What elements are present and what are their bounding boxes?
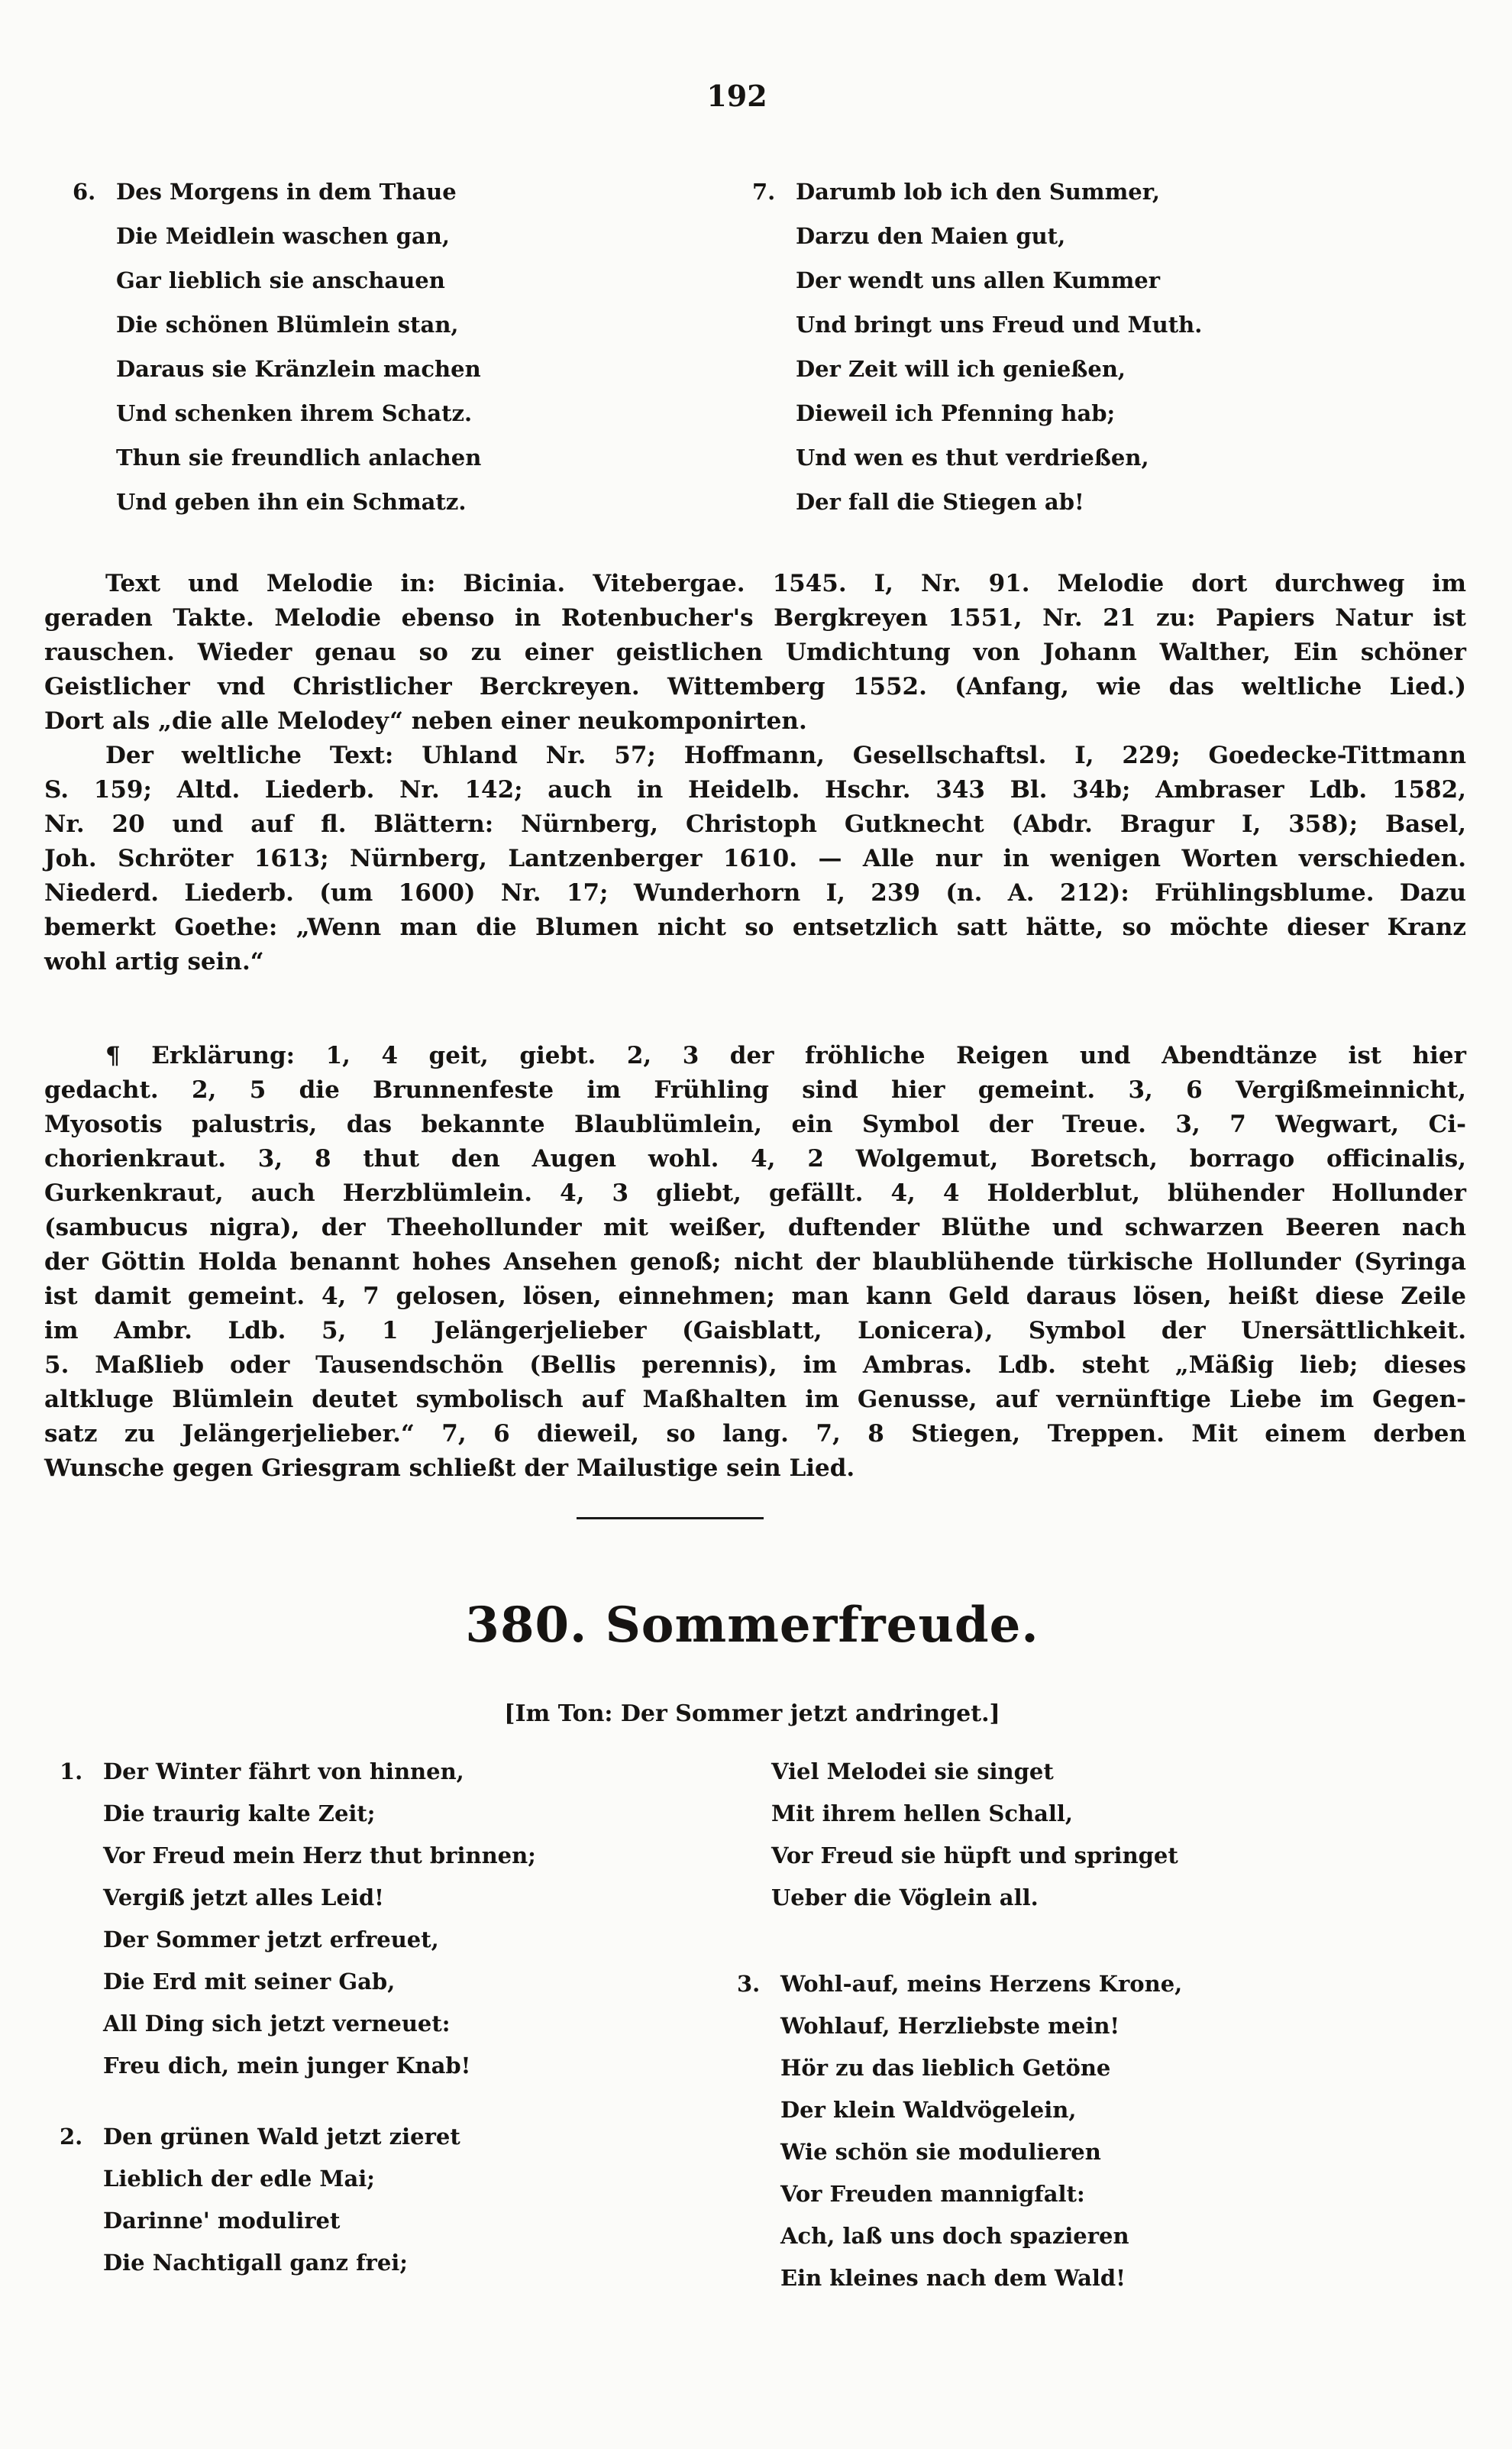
melody-source-note [44,567,1466,739]
text-line: Der Winter fährt von hinnen, [103,1758,464,1784]
text-line: Der klein Waldvögelein, [780,2097,1077,2123]
text-line: Und geben ihn ein Schmatz. [116,489,467,515]
text-line: Daraus sie Kränzlein machen [116,356,481,382]
text-line: rauschen. Wieder genau so zu einer geistlichen Umdichtung von Johann Walther, Ein schöner [44,639,1466,666]
text-line: Dieweil ich Pfenning hab; [796,400,1116,426]
text-line: Gar lieblich sie anschauen [116,267,445,293]
text-line: ist damit gemeint. 4, 7 gelosen, lösen, einnehmen; man kann Geld daraus lösen, heißt diese Zeile [44,1283,1466,1310]
text-line: Der fall die Stiegen ab! [796,489,1084,515]
verse-number: 6. [73,179,96,205]
text-line: Mit ihrem hellen Schall, [771,1800,1074,1826]
verse-number: 2. [60,2124,83,2150]
verse-number: 1. [60,1758,83,1784]
text-line: Geistlicher vnd Christlicher Berckreyen. Wittemberg 1552. (Anfang, wie das weltliche Lied.) [44,673,1466,700]
song-tune-note: [Im Ton: Der Sommer jetzt andringet.] [504,1700,1000,1727]
text-line: Den grünen Wald jetzt zieret [103,2124,460,2150]
stanza-verse-7 [752,170,1202,524]
stanza-1 [60,1751,536,2087]
text-line: altkluge Blümlein deutet symbolisch auf Maßhalten im Genusse, auf vernünftige Liebe im Gegen- [44,1386,1466,1413]
text-line: Vor Freud mein Herz thut brinnen; [103,1842,536,1868]
text-line: Niederd. Liederb. (um 1600) Nr. 17; Wunderhorn I, 239 (n. A. 212): Frühlingsblume. Dazu [44,879,1466,907]
verse-lines [771,1751,1178,1919]
text-line: Vor Freuden mannigfalt: [780,2181,1085,2207]
text-line: bemerkt Goethe: „Wenn man die Blumen nicht so entsetzlich satt hätte, so möchte dieser Kranz [44,914,1466,941]
verse-lines [103,2116,460,2284]
section-divider [577,1517,764,1519]
song-title: 380. Sommerfreude. [465,1597,1039,1654]
text-line: Wohlauf, Herzliebste mein! [780,2013,1120,2039]
text-line: Der wendt uns allen Kummer [796,267,1161,293]
text-line: Wohl-auf, meins Herzens Krone, [780,1971,1183,1997]
text-line: Darinne' moduliret [103,2208,341,2234]
text-line: Myosotis palustris, das bekannte Blaublümlein, ein Symbol der Treue. 3, 7 Wegwart, Ci- [44,1111,1466,1138]
text-line: gedacht. 2, 5 die Brunnenfeste im Frühling sind hier gemeint. 3, 6 Vergißmeinnicht, [44,1076,1466,1104]
text-line: Des Morgens in dem Thaue [116,179,457,205]
text-line: Text und Melodie in: Bicinia. Vitebergae. 1545. I, Nr. 91. Melodie dort durchweg im [105,570,1466,597]
text-line: Ueber die Vöglein all. [771,1884,1039,1910]
text-line: Gurkenkraut, auch Herzblümlein. 4, 3 gliebt, gefällt. 4, 4 Holderblut, blühender Hollunder [44,1179,1466,1207]
text-line: Darzu den Maien gut, [796,223,1066,249]
text-line: Und wen es thut verdrießen, [796,445,1149,471]
text-line: Thun sie freundlich anlachen [116,445,482,471]
text-line: Der Sommer jetzt erfreuet, [103,1927,439,1952]
text-line: Wie schön sie modulieren [780,2139,1101,2165]
text-line: Der Zeit will ich genießen, [796,356,1126,382]
text-line: wohl artig sein.“ [44,948,264,975]
text-line: chorienkraut. 3, 8 thut den Augen wohl. 4, 2 Wolgemut, Boretsch, borrago officinalis, [44,1145,1466,1173]
verse-lines [796,170,1202,524]
text-sources-note [44,739,1466,979]
text-line: Nr. 20 und auf fl. Blättern: Nürnberg, Christoph Gutknecht (Abdr. Bragur I, 358); Basel, [44,810,1466,838]
text-line: Der weltliche Text: Uhland Nr. 57; Hoffmann, Gesellschaftsl. I, 229; Goedecke-Tittmann [105,742,1466,769]
text-line: Freu dich, mein junger Knab! [103,2053,471,2079]
text-line: Vergiß jetzt alles Leid! [103,1884,384,1910]
text-line: satz zu Jelängerjelieber.“ 7, 6 dieweil, so lang. 7, 8 Stiegen, Treppen. Mit einem derben [44,1420,1466,1448]
text-line: Wunsche gegen Griesgram schließt der Mailustige sein Lied. [44,1454,855,1482]
erklaerung-note [44,1039,1466,1486]
verse-lines [780,1963,1182,2299]
stanza-3 [737,1963,1182,2299]
text-line: Vor Freud sie hüpft und springet [771,1842,1178,1868]
stanza-verse-6 [73,170,481,524]
verse-number: 7. [752,179,776,205]
text-line: Ach, laß uns doch spazieren [780,2223,1129,2249]
text-line: All Ding sich jetzt verneuet: [103,2011,451,2037]
text-line: Lieblich der edle Mai; [103,2166,376,2192]
text-line: der Göttin Holda benannt hohes Ansehen genoß; nicht der blaublühende türkische Hollunder (Syringa [44,1248,1466,1276]
text-line: Viel Melodei sie singet [771,1758,1054,1784]
text-line: im Ambr. Ldb. 5, 1 Jelängerjelieber (Gaisblatt, Lonicera), Symbol der Unersättlichkeit. [44,1317,1466,1344]
verse-number: 3. [737,1971,761,1997]
text-line: geraden Takte. Melodie ebenso in Rotenbucher's Bergkreyen 1551, Nr. 21 zu: Papiers Natur ist [44,604,1466,632]
text-line: Und bringt uns Freud und Muth. [796,312,1203,338]
text-line: Hör zu das lieblich Getöne [780,2055,1111,2081]
text-line: Die traurig kalte Zeit; [103,1800,376,1826]
text-line: ¶ Erklärung: 1, 4 geit, giebt. 2, 3 der fröhliche Reigen und Abendtänze ist hier [105,1042,1466,1069]
stanza-2 [60,2116,460,2284]
text-line: Ein kleines nach dem Wald! [780,2265,1126,2291]
text-line: Die Nachtigall ganz frei; [103,2250,409,2276]
text-line: Darumb lob ich den Summer, [796,179,1160,205]
text-line: Joh. Schröter 1613; Nürnberg, Lantzenberger 1610. — Alle nur in wenigen Worten verschieden. [44,845,1466,872]
page-number: 192 [706,79,767,113]
text-line: 5. Maßlieb oder Tausendschön (Bellis perennis), im Ambras. Ldb. steht „Mäßig lieb; dieses [44,1351,1466,1379]
text-line: (sambucus nigra), der Theehollunder mit weißer, duftender Blüthe und schwarzen Beeren nach [44,1214,1466,1241]
text-line: Die schönen Blümlein stan, [116,312,459,338]
text-line: Die Meidlein waschen gan, [116,223,450,249]
verse-lines [116,170,481,524]
text-line: Und schenken ihrem Schatz. [116,400,473,426]
text-line: Dort als „die alle Melodey“ neben einer neukomponirten. [44,707,807,735]
verse-lines [103,1751,536,2087]
text-line: S. 159; Altd. Liederb. Nr. 142; auch in Heidelb. Hschr. 343 Bl. 34b; Ambraser Ldb. 1582, [44,776,1466,804]
stanza-2-continuation [752,1751,1178,1919]
text-line: Die Erd mit seiner Gab, [103,1969,396,1994]
